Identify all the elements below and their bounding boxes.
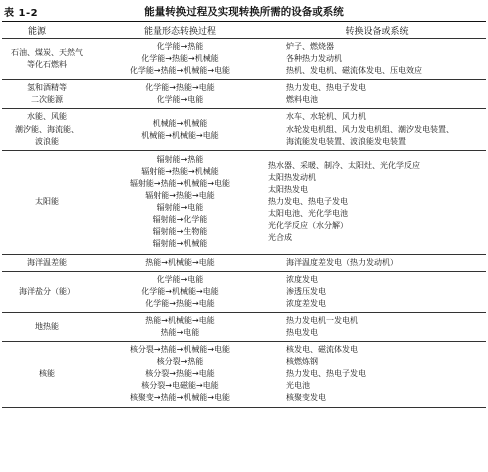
- energy-source-line: 水能、风能: [27, 112, 67, 122]
- conversion-step: 核聚变→热能→机械能→电能: [129, 393, 231, 403]
- table-row: [2, 342, 486, 407]
- conversion-process-cell: [92, 109, 268, 150]
- energy-source-cell: [2, 39, 92, 80]
- energy-source-cell: [2, 80, 92, 109]
- energy-source-cell: [2, 254, 92, 271]
- device-item: 浓度发电: [286, 274, 318, 284]
- header-row: [2, 22, 486, 39]
- energy-source-line: 等化石燃料: [27, 60, 67, 70]
- table-body: [2, 39, 486, 408]
- table-row: [2, 150, 486, 254]
- conversion-step: 化学能→热能→电能: [145, 83, 215, 93]
- device-item: 核燃炼钢: [286, 357, 318, 367]
- conversion-step: 核分裂→热能→电能: [145, 369, 215, 379]
- table-title: 能量转换过程及实现转换所需的设备或系统: [144, 6, 344, 18]
- header-energy-source: 能源: [2, 22, 92, 39]
- conversion-step: 机械能→机械能: [152, 118, 208, 128]
- table-number: 表 1-2: [4, 8, 39, 19]
- energy-source-line: 海洋温差能: [27, 257, 67, 267]
- device-cell: [268, 254, 486, 271]
- device-item: 浓度差发电: [286, 298, 326, 308]
- conversion-step: 热能→电能: [160, 327, 200, 337]
- device-item: 热力发电、热电子发电: [286, 369, 366, 379]
- conversion-step: 辐射能→热能→电能: [145, 191, 215, 201]
- energy-conversion-table: [2, 21, 486, 408]
- device-cell: [268, 150, 486, 254]
- conversion-step: 核分裂→热能: [156, 357, 204, 367]
- conversion-process-cell: [92, 80, 268, 109]
- energy-source-line: 石油、煤炭、天然气: [11, 48, 83, 58]
- device-item: 热水器、采暖、制冷、太阳灶、光化学反应: [268, 160, 420, 170]
- device-item: 水轮发电机组、风力发电机组、潮汐发电装置、: [286, 124, 454, 134]
- energy-source-line: 波浪能: [35, 136, 59, 146]
- conversion-step: 核分裂→热能→机械能→电能: [129, 345, 231, 355]
- device-item: 核聚变发电: [286, 393, 326, 403]
- energy-source-line: 氢和酒精等: [27, 83, 67, 93]
- device-item: 太阳热发电: [268, 184, 308, 194]
- conversion-step: 热能→机械能→电能: [145, 315, 215, 325]
- energy-source-cell: [2, 150, 92, 254]
- device-item: 渗透压发电: [286, 286, 326, 296]
- device-item: 海流能发电装置、波浪能发电装置: [286, 136, 406, 146]
- conversion-step: 核分裂→电磁能→电能: [141, 381, 219, 391]
- conversion-step: 化学能→热能→电能: [145, 298, 215, 308]
- device-item: 光电池: [286, 381, 310, 391]
- table-caption: [0, 4, 488, 20]
- conversion-step: 辐射能→电能: [156, 203, 204, 213]
- conversion-step: 机械能→机械能→电能: [141, 130, 219, 140]
- device-item: 炉子、燃烧器: [286, 42, 334, 51]
- device-item: 热力发电、热电子发电: [286, 83, 366, 93]
- table-row: [2, 254, 486, 271]
- table-row: [2, 109, 486, 150]
- device-cell: [268, 312, 486, 341]
- conversion-step: 化学能→机械能→电能: [141, 286, 219, 296]
- device-item: 光化学反应（水分解）: [268, 221, 348, 231]
- device-item: 太阳热发动机: [268, 172, 316, 182]
- device-cell: [268, 342, 486, 407]
- device-item: 热力发电、热电子发电: [268, 197, 348, 207]
- device-item: 海洋温度差发电（热力发动机）: [286, 257, 398, 267]
- conversion-step: 辐射能→热能: [156, 154, 204, 164]
- device-item: 燃料电池: [286, 95, 318, 105]
- conversion-step: 热能→机械能→电能: [145, 257, 215, 267]
- conversion-step: 辐射能→热能→机械能: [141, 166, 219, 176]
- device-cell: [268, 271, 486, 312]
- conversion-process-cell: [92, 39, 268, 80]
- conversion-step: 化学能→热能→机械能→电能: [129, 66, 231, 76]
- device-cell: [268, 109, 486, 150]
- device-cell: [268, 39, 486, 80]
- device-item: 核发电、磁流体发电: [286, 345, 358, 355]
- energy-source-line: 地热能: [35, 321, 59, 331]
- conversion-step: 化学能→电能: [156, 274, 204, 284]
- energy-source-cell: [2, 312, 92, 341]
- table-row: [2, 312, 486, 341]
- conversion-step: 辐射能→热能→机械能→电能: [129, 178, 231, 188]
- conversion-process-cell: [92, 342, 268, 407]
- energy-source-line: 太阳能: [35, 197, 59, 207]
- header-conversion-process: 能量形态转换过程: [92, 22, 268, 39]
- device-item: 各种热力发动机: [286, 54, 342, 64]
- device-item: 水车、水轮机、风力机: [286, 112, 366, 122]
- energy-source-cell: [2, 271, 92, 312]
- conversion-step: 化学能→热能: [156, 42, 204, 51]
- header-device-system: 转换设备或系统: [268, 22, 486, 39]
- table-row: [2, 80, 486, 109]
- table-row: [2, 271, 486, 312]
- energy-source-line: 潮汐能、海流能、: [15, 124, 79, 134]
- conversion-process-cell: [92, 312, 268, 341]
- conversion-step: 辐射能→化学能: [152, 215, 208, 225]
- conversion-process-cell: [92, 150, 268, 254]
- conversion-process-cell: [92, 254, 268, 271]
- device-item: 热机、发电机、磁流体发电、压电效应: [286, 66, 422, 76]
- conversion-process-cell: [92, 271, 268, 312]
- energy-source-cell: [2, 109, 92, 150]
- conversion-step: 化学能→电能: [156, 95, 204, 105]
- device-item: 太阳电池、光化学电池: [268, 209, 348, 219]
- device-item: 光合成: [268, 233, 292, 243]
- conversion-step: 辐射能→机械能: [152, 239, 208, 249]
- energy-source-line: 核能: [39, 369, 55, 379]
- device-item: 热电发电: [286, 327, 318, 337]
- table-row: [2, 39, 486, 80]
- conversion-step: 辐射能→生物能: [152, 227, 208, 237]
- energy-source-line: 二次能源: [31, 95, 63, 105]
- device-item: 热力发电机一发电机: [286, 315, 358, 325]
- device-cell: [268, 80, 486, 109]
- energy-source-cell: [2, 342, 92, 407]
- energy-source-line: 海洋盐分（能）: [19, 286, 75, 296]
- conversion-step: 化学能→热能→机械能: [141, 54, 219, 64]
